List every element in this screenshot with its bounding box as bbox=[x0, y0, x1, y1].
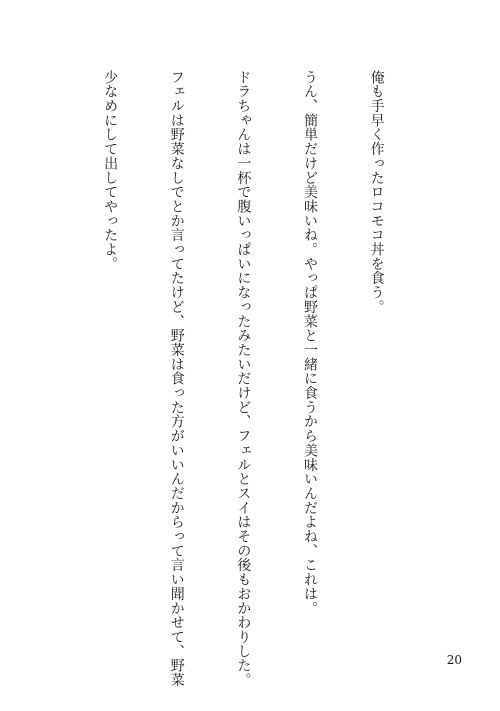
text-line: フェルは野菜なしでとか言ってたけど、野菜は食った方がいいんだからって言い聞かせて、野菜 bbox=[168, 70, 185, 688]
text-line: 少なめにして出してやったよ。 bbox=[102, 70, 119, 271]
page-number: 20 bbox=[446, 653, 462, 667]
paragraph-gap bbox=[32, 70, 54, 630]
text-line: うん、簡単だけど美味いね。やっぱ野菜と一緒に食うから美味いんだよね、これは。 bbox=[301, 70, 318, 616]
text-line: ドラちゃんは一杯で腹いっぱいになったみたいだけど、フェルとスイはその後もおかわりした。 bbox=[235, 70, 252, 688]
text-line: 俺も手早く作ったロコモコ丼を食う。 bbox=[368, 70, 385, 314]
vertical-text-body bbox=[0, 70, 432, 688]
